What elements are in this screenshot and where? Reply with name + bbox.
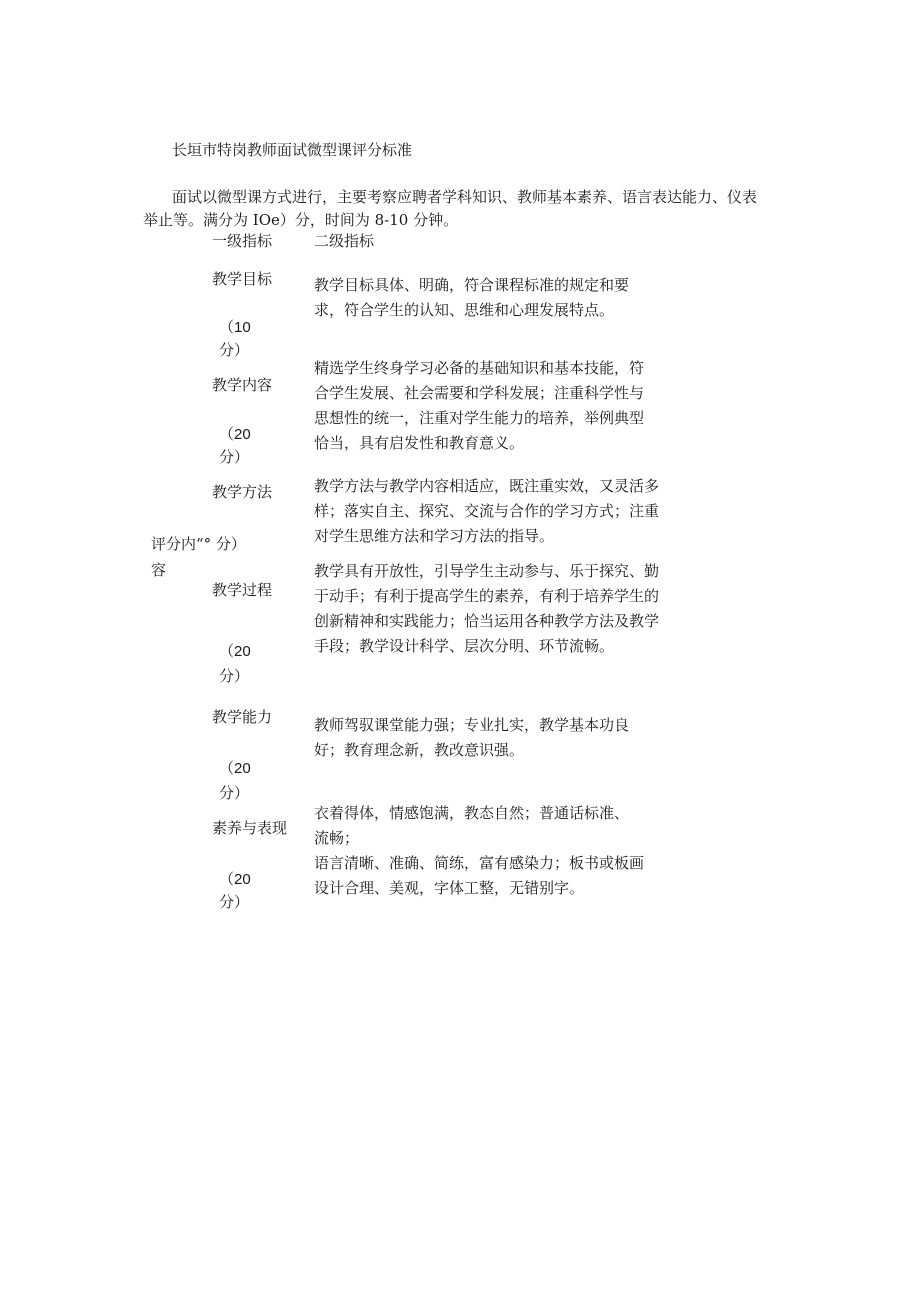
score-teaching-content-line2: 分） — [219, 448, 250, 466]
score-literacy-performance-line2: 分） — [219, 893, 250, 911]
desc-literacy-performance — [314, 801, 669, 901]
desc-line: 于动手；有利于提高学生的素养，有利于培养学生的 — [314, 587, 660, 605]
side-label-line2: 容 — [151, 561, 167, 579]
score-teaching-goal-line1: （10 — [219, 319, 251, 336]
score-teaching-ability-line2: 分） — [219, 784, 250, 802]
score-literacy-performance-line1: （20 — [219, 871, 251, 888]
document-title: 长垣市特岗教师面试微型课评分标准 — [172, 141, 413, 159]
desc-line: 衣着得体，情感饱满，教态自然；普通话标准、 — [314, 804, 630, 822]
side-label-line1: 评分内“° 分） — [151, 535, 246, 553]
desc-line: 样；落实自主、探究、交流与合作的学习方式；注重 — [314, 502, 660, 520]
score-teaching-process-line2: 分） — [219, 667, 250, 685]
desc-teaching-content — [314, 356, 669, 456]
desc-line: 对学生思维方法和学习方法的指导。 — [314, 527, 555, 545]
indicator-teaching-goal: 教学目标 — [212, 270, 273, 288]
desc-line: 手段；教学设计科学、层次分明、环节流畅。 — [314, 637, 615, 655]
indicator-literacy-performance: 素养与表现 — [212, 819, 288, 837]
desc-line: 恰当，具有启发性和教育意义。 — [314, 434, 525, 452]
desc-line: 教学目标具体、明确，符合课程标准的规定和要 — [314, 276, 630, 294]
desc-line: 求，符合学生的认知、思维和心理发展特点。 — [314, 301, 615, 319]
desc-teaching-process — [314, 559, 669, 659]
desc-teaching-method — [314, 474, 669, 549]
desc-line: 合学生发展、社会需要和学科发展；注重科学性与 — [314, 384, 645, 402]
score-teaching-process-line1: （20 — [219, 643, 251, 660]
desc-line: 语言清晰、准确、简练，富有感染力；板书或板画 — [314, 854, 645, 872]
intro-line-1: 面试以微型课方式进行，主要考察应聘者学科知识、教师基本素养、语言表达能力、仪表 — [172, 188, 758, 206]
indicator-teaching-ability: 教学能力 — [212, 708, 273, 726]
score-teaching-content-line1: （20 — [219, 426, 251, 443]
header-level1: 一级指标 — [212, 232, 273, 250]
score-teaching-ability-line1: （20 — [219, 760, 251, 777]
desc-teaching-ability — [314, 713, 669, 763]
indicator-teaching-content: 教学内容 — [212, 376, 273, 394]
indicator-teaching-method: 教学方法 — [212, 483, 273, 501]
desc-line: 精选学生终身学习必备的基础知识和基本技能，符 — [314, 359, 645, 377]
desc-line: 好；教育理念新，教改意识强。 — [314, 741, 525, 759]
desc-teaching-goal — [314, 273, 669, 323]
intro-line-2: 举止等。满分为 IOe）分，时间为 8-10 分钟。 — [143, 211, 459, 229]
score-teaching-goal-line2: 分） — [219, 341, 250, 359]
desc-line: 设计合理、美观，字体工整，无错别字。 — [314, 879, 585, 897]
desc-line: 教师驾驭课堂能力强；专业扎实，教学基本功良 — [314, 716, 630, 734]
desc-line: 流畅； — [314, 829, 360, 847]
indicator-teaching-process: 教学过程 — [212, 581, 273, 599]
desc-line: 思想性的统一，注重对学生能力的培养，举例典型 — [314, 409, 645, 427]
desc-line: 教学具有开放性，引导学生主动参与、乐于探究、勤 — [314, 562, 660, 580]
header-level2: 二级指标 — [314, 232, 375, 250]
desc-line: 创新精神和实践能力；恰当运用各种教学方法及教学 — [314, 612, 660, 630]
desc-line: 教学方法与教学内容相适应，既注重实效，又灵活多 — [314, 477, 660, 495]
